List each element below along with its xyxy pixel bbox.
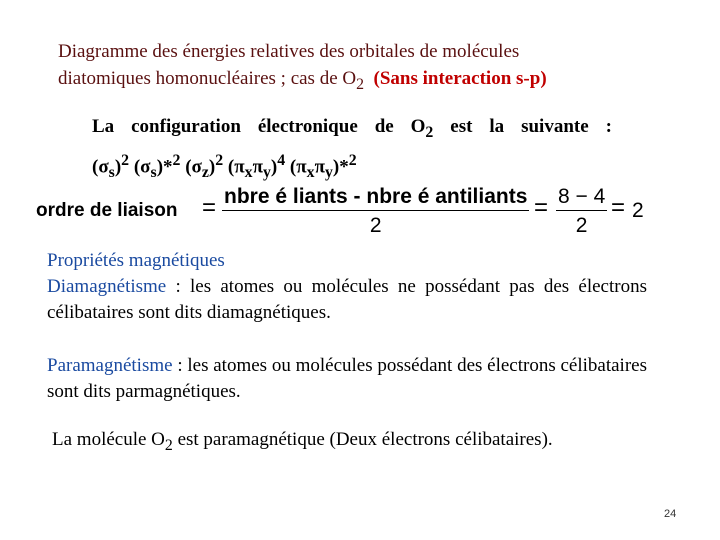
intro-word: est — [450, 116, 473, 137]
title-line-2-prefix: diatomiques homonucléaires ; cas de O — [58, 68, 357, 89]
magnetic-properties-heading: Propriétés magnétiques — [47, 250, 225, 271]
diamagnetism-text: : les atomes ou molécules ne possédant pas des électrons célibataires sont dits diamagnétiques. — [47, 276, 647, 323]
o2-subscript: 2 — [164, 436, 173, 454]
paramagnetism-term: Paramagnétisme — [47, 355, 173, 376]
numeric-fraction — [556, 184, 607, 241]
bond-order-result: 2 — [632, 199, 644, 222]
o2-paramagnetic-statement: La molécule $O_2$ est paramagnétique (Deux électrons célibataires). — [52, 429, 553, 454]
title-line-2 — [58, 65, 678, 98]
intro-word: électronique — [257, 116, 358, 137]
page-number: 24 — [664, 508, 677, 520]
intro-word: la — [489, 116, 505, 137]
title-line-1: Diagramme des énergies relatives des orbitales de molécules — [58, 41, 520, 62]
magnetic-properties — [47, 248, 647, 326]
diamagnetism-term: Diamagnétisme — [47, 276, 167, 297]
configuration-intro — [92, 113, 612, 147]
bond-order-label: ordre de liaison — [36, 200, 178, 221]
fraction-numerator: nbre é liants - nbre é antiliants — [222, 184, 529, 211]
bond-order-fraction — [222, 184, 529, 241]
diamagnetism-definition — [47, 274, 647, 326]
fraction-numerator: 8 − 4 — [556, 184, 607, 211]
configuration-expression: $(\sigma_s)^2$ $(\sigma_s)*^2$ $(\sigma_z)^2$ $(\pi_x\pi_y)^4$ $(\pi_x\pi_y)*^2$ — [92, 151, 357, 181]
intro-word: La — [92, 116, 115, 137]
intro-word: suivante — [521, 116, 589, 137]
intro-molecule: $O_2$ — [410, 116, 434, 141]
equals-sign: = — [611, 194, 626, 221]
electron-configuration — [92, 113, 612, 187]
title-o2-subscript: 2 — [356, 75, 365, 93]
intro-word: : — [605, 116, 612, 137]
paramagnetism-text: : les atomes ou molécules possédant des électrons célibataires sont dits parmagnétiques. — [47, 355, 647, 402]
equals-sign: = — [202, 194, 217, 221]
intro-word: configuration — [131, 116, 241, 137]
slide-title — [58, 38, 678, 98]
equals-sign: = — [534, 194, 549, 221]
fraction-denominator: 2 — [369, 214, 382, 237]
fraction-denominator: 2 — [575, 214, 588, 237]
intro-word: de — [374, 116, 394, 137]
bond-order-formula — [36, 184, 676, 244]
title-no-sp-interaction: (Sans interaction s-p) — [373, 68, 547, 89]
paramagnetism-definition — [47, 353, 647, 405]
